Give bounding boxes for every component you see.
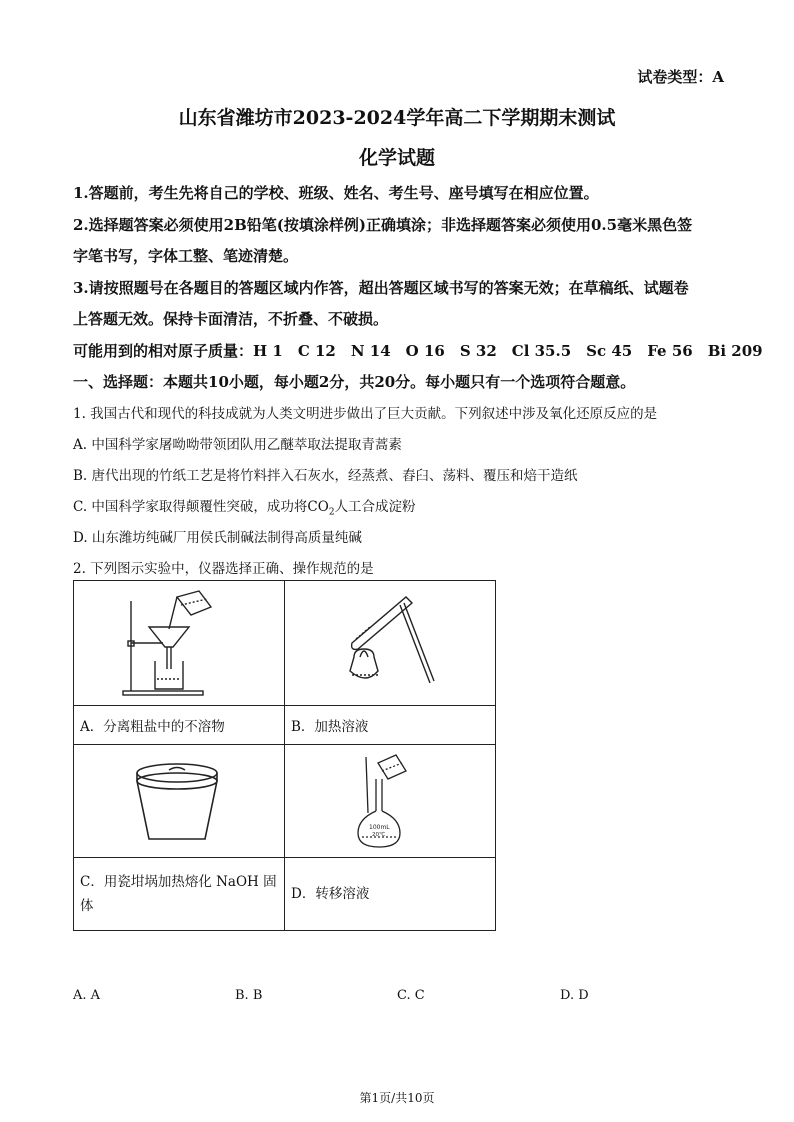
note-2-cont: 字笔书写，字体工整、笔迹清楚。 (73, 247, 299, 265)
porcelain-crucible-icon (119, 751, 239, 851)
q1-option-d: D. 山东潍坊纯碱厂用侯氏制碱法制得高质量纯碱 (73, 530, 362, 546)
figure-a-caption: A．分离粗盐中的不溶物 (74, 706, 285, 745)
exam-title: 山东省潍坊市2023-2024学年高二下学期期末测试 (178, 107, 616, 129)
q1-option-c (73, 495, 416, 518)
exam-subtitle: 化学试题 (358, 147, 435, 169)
filtration-apparatus-icon (119, 587, 239, 699)
q1-option-c-text: C. 中国科学家取得颠覆性突破，成功将CO (73, 499, 329, 515)
q2-stem: 2. 下列图示实验中，仪器选择正确、操作规范的是 (73, 561, 374, 577)
q1-option-c-tail: 人工合成淀粉 (334, 499, 416, 515)
figure-c-caption-line1: C．用瓷坩埚加热熔化 NaOH 固 (80, 874, 277, 890)
section-heading: 一、选择题：本题共10小题，每小题2分，共20分。每小题只有一个选项符合题意。 (73, 373, 636, 391)
q2-choice-c: C. C (397, 988, 425, 1003)
figure-c-caption-line2: 体 (80, 898, 94, 914)
q2-choice-a: A. A (73, 988, 101, 1003)
q2-choice-d: D. D (560, 988, 589, 1003)
atomic-masses: 可能用到的相对原子质量：H 1 C 12 N 14 O 16 S 32 Cl 35.5 Sc 45 Fe 56 Bi 209 (73, 342, 763, 360)
test-tube-heating-icon (330, 587, 450, 699)
figure-d-cell (285, 745, 496, 858)
q2-figure-table (73, 580, 496, 931)
note-1: 1.答题前，考生先将自己的学校、班级、姓名、考生号、座号填写在相应位置。 (73, 184, 599, 202)
figure-c-cell (74, 745, 285, 858)
flask-label-temp: 20℃ (372, 832, 386, 838)
figure-c-caption (74, 858, 285, 931)
note-3: 3.请按照题号在各题目的答题区域内作答，超出答题区域书写的答案无效；在草稿纸、试题卷 (73, 279, 689, 297)
volumetric-flask-icon (330, 749, 450, 853)
figure-b-caption: B．加热溶液 (285, 706, 496, 745)
note-2: 2.选择题答案必须使用2B铅笔(按填涂样例)正确填涂；非选择题答案必须使用0.5毫米黑色签 (73, 216, 693, 234)
paper-type: 试卷类型：A (637, 68, 724, 86)
q1-option-b: B. 唐代出现的竹纸工艺是将竹料拌入石灰水，经蒸煮、舂臼、荡料、覆压和焙干造纸 (73, 468, 578, 484)
figure-d-caption: D．转移溶液 (285, 858, 496, 931)
q2-choice-b: B. B (235, 988, 263, 1003)
note-3-cont: 上答题无效。保持卡面清洁，不折叠、不破损。 (73, 310, 389, 328)
q1-stem: 1. 我国古代和现代的科技成就为人类文明进步做出了巨大贡献。下列叙述中涉及氧化还原反应的是 (73, 406, 658, 422)
page-footer: 第1页/共10页 (359, 1091, 435, 1105)
figure-a-cell (74, 581, 285, 706)
q1-option-a: A. 中国科学家屠呦呦带领团队用乙醚萃取法提取青蒿素 (73, 437, 402, 453)
q1-option-c-sub: 2 (328, 507, 335, 518)
figure-b-cell (285, 581, 496, 706)
flask-label-volume: 100mL (369, 824, 390, 831)
